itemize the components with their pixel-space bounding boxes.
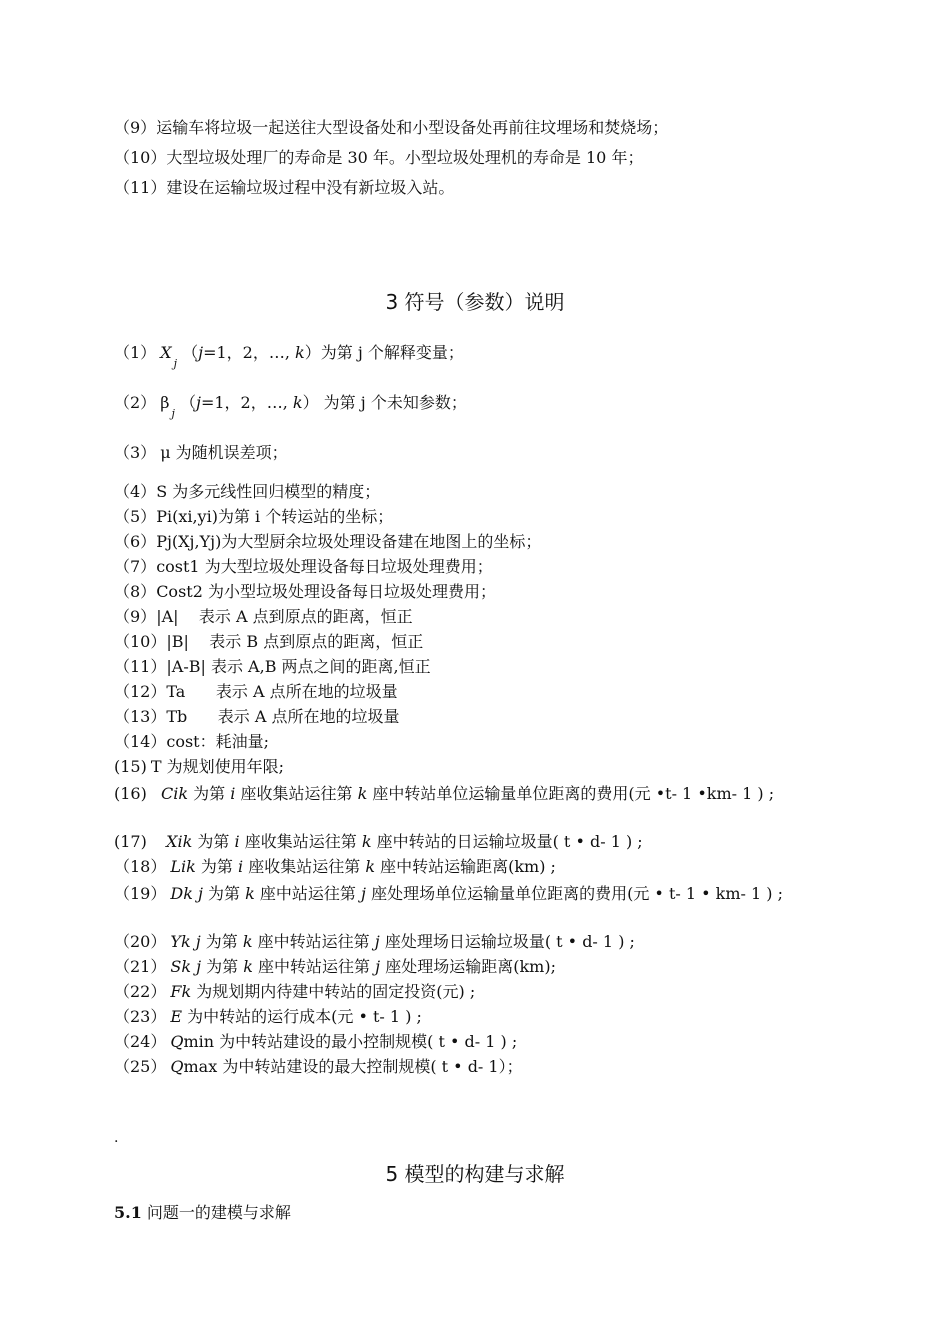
symbol-23: （23） E 为中转站的运行成本(元 • t- 1 ) ; xyxy=(114,1007,422,1026)
assumption-9: （9）运输车将垃圾一起送往大型设备处和小型设备处再前往坟埋场和焚烧场； xyxy=(114,118,669,137)
symbol-14: （14）cost：耗油量; xyxy=(114,732,270,751)
symbol-1: （1） $X_j$ （j=1，2，…, k）为第 j 个解释变量； xyxy=(114,343,464,370)
symbol-6: （6）Pj(Xj,Yj)为大型厨余垃圾处理设备建在地图上的坐标； xyxy=(114,532,542,551)
symbol-20: （20） Yk j 为第 k 座中转站运往第 j 座处理场日运输垃圾量( t • d- 1 ) ; xyxy=(114,932,635,951)
symbol-17: (17) Xik 为第 i 座收集站运往第 k 座中转站的日运输垃圾量( t • d- 1 ) ; xyxy=(114,832,643,851)
symbol-10: （10）|B| 表示 B 点到原点的距离，恒正 xyxy=(114,632,424,651)
assumption-10: （10）大型垃圾处理厂的寿命是 30 年。小型垃圾处理机的寿命是 10 年； xyxy=(114,148,644,167)
symbol-13: （13）Tb 表示 A 点所在地的垃圾量 xyxy=(114,707,400,726)
symbol-22: （22） Fk 为规划期内待建中转站的固定投资(元) ; xyxy=(114,982,476,1001)
symbol-7: （7）cost1 为大型垃圾处理设备每日垃圾处理费用； xyxy=(114,557,493,576)
symbol-4: （4）S 为多元线性回归模型的精度； xyxy=(114,482,381,501)
symbol-24: （24） Qmin 为中转站建设的最小控制规模( t • d- 1 ) ; xyxy=(114,1032,518,1051)
stray-dot: . xyxy=(114,1130,119,1146)
symbol-19: （19） Dk j 为第 k 座中站运往第 j 座处理场单位运输量单位距离的费用(元 • t- 1 • km- 1 ) ; xyxy=(114,884,783,903)
symbol-21: （21） Sk j 为第 k 座中转站运往第 j 座处理场运输距离(km); xyxy=(114,957,556,976)
symbol-11: （11）|A-B| 表示 A,B 两点之间的距离,恒正 xyxy=(114,657,431,676)
symbol-18: （18） Lik 为第 i 座收集站运往第 k 座中转站运输距离(km) ; xyxy=(114,857,556,876)
assumption-11: （11）建设在运输垃圾过程中没有新垃圾入站。 xyxy=(114,178,455,197)
symbol-15: (15) T 为规划使用年限; xyxy=(114,757,284,776)
symbol-3: （3） μ 为随机误差项； xyxy=(114,443,288,462)
symbol-2: （2） $\beta_j$ （j=1，2，…, k） 为第 j 个未知参数； xyxy=(114,393,467,420)
section-5-title: 5 模型的构建与求解 xyxy=(385,1162,565,1186)
subsection-5-1: 5.1 问题一的建模与求解 xyxy=(114,1203,291,1222)
symbol-5: （5）Pi(xi,yi)为第 i 个转运站的坐标； xyxy=(114,507,394,526)
section-3-title: 3 符号（参数）说明 xyxy=(385,290,565,314)
symbol-9: （9）|A| 表示 A 点到原点的距离，恒正 xyxy=(114,607,413,626)
symbol-16: (16) Cik 为第 i 座收集站运往第 k 座中转站单位运输量单位距离的费用(元 •t- 1 •km- 1 ) ; xyxy=(114,784,775,803)
symbol-8: （8）Cost2 为小型垃圾处理设备每日垃圾处理费用； xyxy=(114,582,496,601)
symbol-25: （25） Qmax 为中转站建设的最大控制规模( t • d- 1）； xyxy=(114,1057,523,1076)
symbol-12: （12）Ta 表示 A 点所在地的垃圾量 xyxy=(114,682,398,701)
